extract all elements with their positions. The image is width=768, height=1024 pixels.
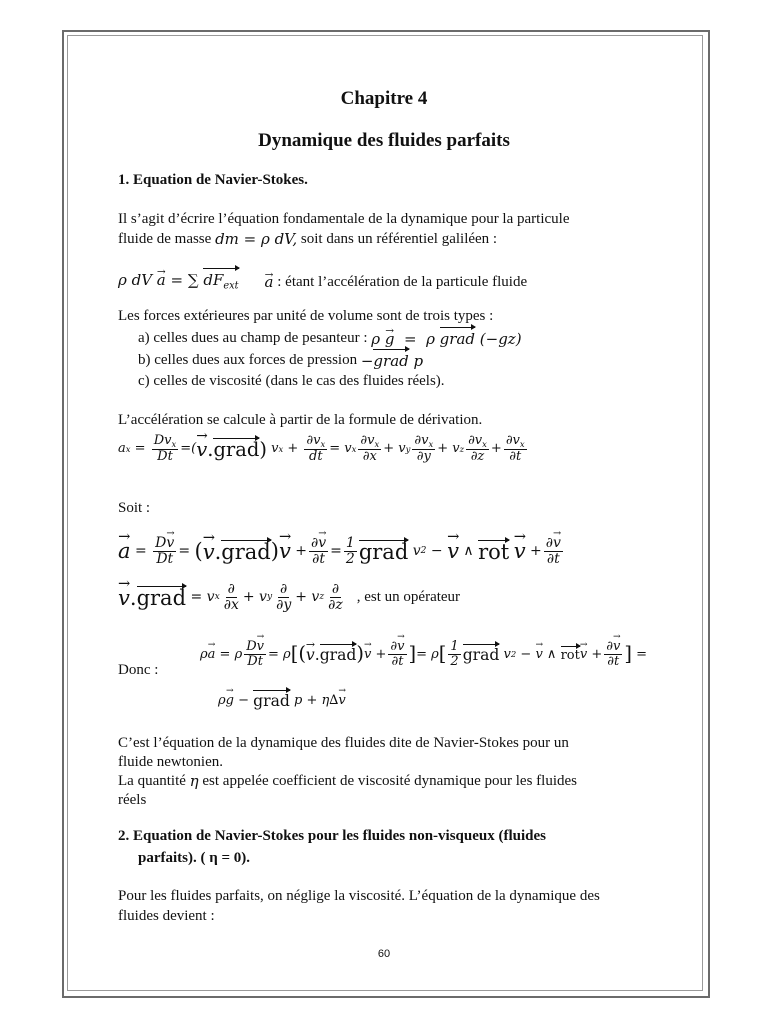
acceleration-vector-equation: a → = $\frac{Dv \to}{Dt}$ = ( v →.grad ) v → + $\frac{\partial v \to}{\partial t}$ = $\frac{1}{2}$ grad v 2 − v → ∧ rot v → + $\frac{\partial v \to}{\partial t}$	[118, 536, 565, 566]
forces-intro: Les forces extérieures par unité de volume sont de trois types :	[118, 308, 494, 324]
soit-label: Soit :	[118, 500, 151, 516]
force-b-text: b) celles dues aux forces de pression	[138, 352, 358, 368]
section-2-text-line-1: Pour les fluides parfaits, on néglige la viscosité. L’équation de la dynamique des	[118, 888, 600, 904]
intro-line-1: Il s’agit d’écrire l’équation fondamentale de la dynamique pour la particule	[118, 211, 570, 227]
fundamental-equation: ρ dV a → = ∑ $dF_{ext}$ a → : étant l’accélération de la particule fluide	[118, 268, 527, 296]
conclusion-line-1: C’est l’équation de la dynamique des fluides dite de Navier-Stokes pour un	[118, 735, 569, 751]
navier-stokes-equation-line-1: ρ a → = ρ $\frac{Dv \to}{Dt}$ = ρ [ ( v →.grad ) v → + $\frac{\partial v \to}{\partial t}$ ] = ρ [ $\frac{1}{2}$ grad v 2 − v → ∧ rot v → + $\frac{\partial v \to}{\partial t}$ ] =	[200, 640, 647, 668]
chapter-title: Dynamique des fluides parfaits	[258, 130, 510, 151]
operator-text: , est un opérateur	[356, 588, 461, 605]
mass-equation: dm = ρ dV,	[215, 230, 298, 248]
operator-equation: v →.grad = v x $\frac{\partial}{\partial x}$ + v y $\frac{\partial}{\partial y}$ + v z $\frac{\partial}{\partial z}$ , est un opérateur	[118, 582, 460, 612]
page-number: 60	[377, 948, 391, 960]
force-a: a) celles dues au champ de pesanteur : ρ g → = ρ grad (−gz)	[138, 327, 522, 349]
force-c: c) celles de viscosité (dans le cas des fluides réels).	[138, 373, 445, 389]
conclusion-line-3: La quantité η est appelée coefficient de viscosité dynamique pour les fluides	[118, 772, 577, 790]
intro-line-2-text-a: fluide de masse	[118, 231, 212, 247]
section-1-heading: 1. Equation de Navier-Stokes.	[118, 172, 308, 188]
force-a-text: a) celles dues au champ de pesanteur :	[138, 330, 368, 346]
conclusion-line-3-text-a: La quantité	[118, 773, 186, 789]
section-2-heading-line-1: 2. Equation de Navier-Stokes pour les fluides non-visqueux (fluides	[118, 828, 546, 844]
acceleration-intro: L’accélération se calcule à partir de la formule de dérivation.	[118, 412, 483, 428]
intro-line-2	[118, 229, 497, 249]
section-2-text-line-2: fluides devient :	[118, 908, 215, 924]
acceleration-x-equation: a x = $\frac{Dv_x}{Dt}$ =( v →.grad) v x + $\frac{\partial v_x}{dt}$ = v x $\frac{\partial v_x}{\partial x}$ + v y $\frac{\partial v_x}{\partial y}$ + v z $\frac{\partial v_x}{\partial z}$ + $\frac{\partial v_x}{\partial t}$	[118, 434, 529, 463]
conclusion-line-4: réels	[118, 792, 147, 808]
acceleration-definition: : étant l’accélération de la particule fluide	[277, 274, 528, 291]
intro-line-2-text-b: soit dans un référentiel galiléen :	[300, 231, 498, 247]
force-b: b) celles dues aux forces de pression −grad p	[138, 349, 423, 371]
section-2-heading-line-2: parfaits). ( η = 0).	[138, 850, 251, 866]
navier-stokes-equation-line-2: ρ g → − grad p + η∆ v →	[218, 690, 346, 710]
donc-label: Donc :	[118, 662, 159, 678]
conclusion-line-3-text-b: est appelée coefficient de viscosité dynamique pour les fluides	[202, 773, 577, 789]
chapter-number: Chapitre 4	[340, 88, 428, 109]
conclusion-line-2: fluide newtonien.	[118, 754, 223, 770]
